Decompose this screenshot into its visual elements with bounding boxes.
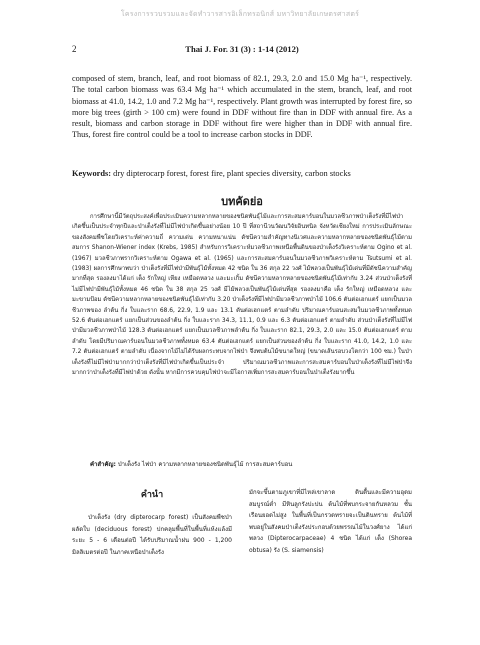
page-header (72, 44, 412, 58)
introduction-heading: คำนำ (140, 490, 164, 500)
introduction-left-column: ป่าเต็งรัง (dry dipterocarp forest) เป็นสังคมพืชป่าผลัดใบ (deciduous forest) ปกคลุมพื้นที่ในพื้นที่แห้งแล้งมีระยะ 5 - 6 เดือนต่อปี ได้รับปริมาณน้ำฝน 900 - 1,200 มิลลิเมตรต่อปี ในภาคเหนือป่าเต็งรัง (72, 514, 232, 556)
thai-abstract-body: การศึกษานี้มีวัตถุประสงค์เพื่อประเมินความหลากหลายของชนิดพันธุ์ไม้และการสะสมคาร์บอนในมวลชีวภาพป่าเต็งรังที่มีไฟป่าเกิดขึ้นเป็นประจำทุกปีและป่าเต็งรังที่ไม่มีไฟป่าเกิดขึ้นอย่างน้อย 10 ปี ที่สถานีวนวัฒนวิจัยอินทนิล จังหวัดเชียงใหม่ การประเมินลักษณะของสังคมพืชโดยวิเคราะห์ค่าความถี่ ความเด่น ความหนาแน่น ดัชนีความสำคัญทางนิเวศและความหลากหลายของชนิดพันธุ์ไม้ตามสมการ Shanon-Wiener index (Krebs, 1985) สำหรับการวิเคราะห์มวลชีวภาพเหนือพื้นดินของป่าเต็งรังวิเคราะห์ตาม Ogino et al. (1967) มวลชีวภาพรากวิเคราะห์ตาม Ogawa et al. (1965) และการสะสมคาร์บอนในมวลชีวภาพวิเคราะห์ตาม Tsutsumi et al. (1983) ผลการศึกษาพบว่า ป่าเต็งรังที่มีไฟป่ามีพันธุ์ไม้ทั้งหมด 42 ชนิด ใน 36 สกุล 22 วงศ์ ไม้พลวงเป็นพันธุ์ไม้เด่นที่มีดัชนีความสำคัญมากที่สุด รองลงมาได้แก่ เต็ง รักใหญ่ เหียง เหมือดหลวง และมะเกิ้ม ดัชนีความหลากหลายของชนิดพันธุ์ไม้เท่ากับ 3.24 ส่วนป่าเต็งรังที่ไม่มีไฟป่ามีพันธุ์ไม้ทั้งหมด 46 ชนิด ใน 38 สกุล 25 วงศ์ มีไม้พลวงเป็นพันธุ์ไม้เด่นที่สุด รองลงมาคือ เต็ง รักใหญ่ เหมือดหลวง และมะขามป้อม ดัชนีความหลากหลายของชนิดพันธุ์ไม้เท่ากับ 3.20 ป่าเต็งรังที่มีไฟป่ามีมวลชีวภาพป่าไม้ 106.6 ตันต่อเฮกแตร์ แยกเป็นมวลชีวภาพของ ลำต้น กิ่ง ใบและราก 68.6, 22.9, 1.9 และ 13.1 ตันต่อเฮกแตร์ ตามลำดับ ปริมาณคาร์บอนสะสมในมวลชีวภาพทั้งหมด 52.6 ตันต่อเฮกแตร์ แยกเป็นส่วนของลำต้น กิ่ง ใบและราก 34.3, 11.1, 0.9 และ 6.3 ตันต่อเฮกแตร์ ตามลำดับ ส่วนป่าเต็งรังที่ไม่มีไฟป่ามีมวลชีวภาพป่าไม้ 128.3 ตันต่อเฮกแตร์ แยกเป็นมวลชีวภาพลำต้น กิ่ง ใบและราก 82.1, 29.3, 2.0 และ 15.0 ตันต่อเฮกแตร์ ตามลำดับ โดยมีปริมาณคาร์บอนในมวลชีวภาพทั้งหมด 63.4 ตันต่อเฮกแตร์ แยกเป็นส่วนของลำต้น กิ่ง ใบและราก 41.0, 14.2, 1.0 และ 7.2 ตันต่อเฮกแตร์ ตามลำดับ เนื่องจากไม้ไม่ได้รับผลกระทบจากไฟป่า จึงพบต้นไม้ขนาดใหญ่ (ขนาดเส้นรอบวงโตกว่า 100 ซม.) ในป่าเต็งรังที่ไม่มีไฟป่ามากกว่าป่าเต็งรังที่มีไฟป่าเกิดขึ้นเป็นประจำ ปริมาณมวลชีวภาพและการสะสมคาร์บอนในป่าเต็งรังที่ไม่มีไฟป่าจึงมากกว่าป่าเต็งรังที่มีไฟป่าด้วย ดังนั้น หากมีการควบคุมไฟป่าจะมีโอกาสเพิ่มการสะสมคาร์บอนในป่าเต็งรังมากขึ้น (72, 214, 412, 377)
thai-keywords-label: คำสำคัญ: (90, 461, 116, 468)
introduction-right-column: มักจะขึ้นตามภูเขาที่มีไหล่เขาลาด ดินตื้นและมีความอุดมสมบูรณ์ต่ำ มีหินลูกรังปะปน ต้นไม้ที่พบกระจายกันหลวม ชั้นเรือนยอดไม่สูง ในพื้นที่เป็นกรวดทรายจะเป็นดินทราย ต้นไม้ที่พบอยู่ในสังคมป่าเต็งรังประกอบด้วยพรรณไม้ในวงศ์ยาง ได้แก่ พลวง (Dipterocarpaceae) 4 ชนิด ได้แก่ เต็ง (Shorea obtusa) รัง (S. siamensis) (249, 489, 412, 554)
keywords-text: dry dipterocarp forest, forest fire, plant species diversity, carbon stocks (113, 169, 351, 178)
english-abstract-continuation: composed of stem, branch, leaf, and root biomass of 82.1, 29.3, 2.0 and 15.0 Mg ha⁻¹, respectively. The total carbon biomass was 63.4 Mg ha⁻¹ which accumulated in the stem, branch, leaf, and root biomass at 41.0, 14.2, 1.0 and 7.2 Mg ha⁻¹, respectively. Plant growth was interrupted by forest fire, so more big trees (girth > 100 cm) were found in DDF without fire than in DDF with annual fire. As a result, biomass and carbon storage in DDF without fire were higher than in DDF with annual fire. Thus, forest fire control could be a tool to increase carbon stocks in DDF. (72, 74, 412, 140)
page-number: 2 (72, 44, 77, 54)
thai-keywords-text: ป่าเต็งรัง ไฟป่า ความหลากหลายของชนิดพันธุ์ไม้ การสะสมคาร์บอน (117, 461, 293, 468)
watermark-text: โครงการรวบรวมและจัดทำวารสารอิเล็กทรอนิกส์ มหาวิทยาลัยเกษตรศาสตร์ (120, 10, 360, 18)
thai-abstract-title: บทคัดย่อ (221, 195, 263, 208)
running-head: Thai J. For. 31 (3) : 1-14 (2012) (185, 44, 299, 54)
english-keywords (72, 168, 412, 179)
thai-keywords (90, 460, 412, 470)
keywords-label: Keywords: (72, 169, 112, 178)
